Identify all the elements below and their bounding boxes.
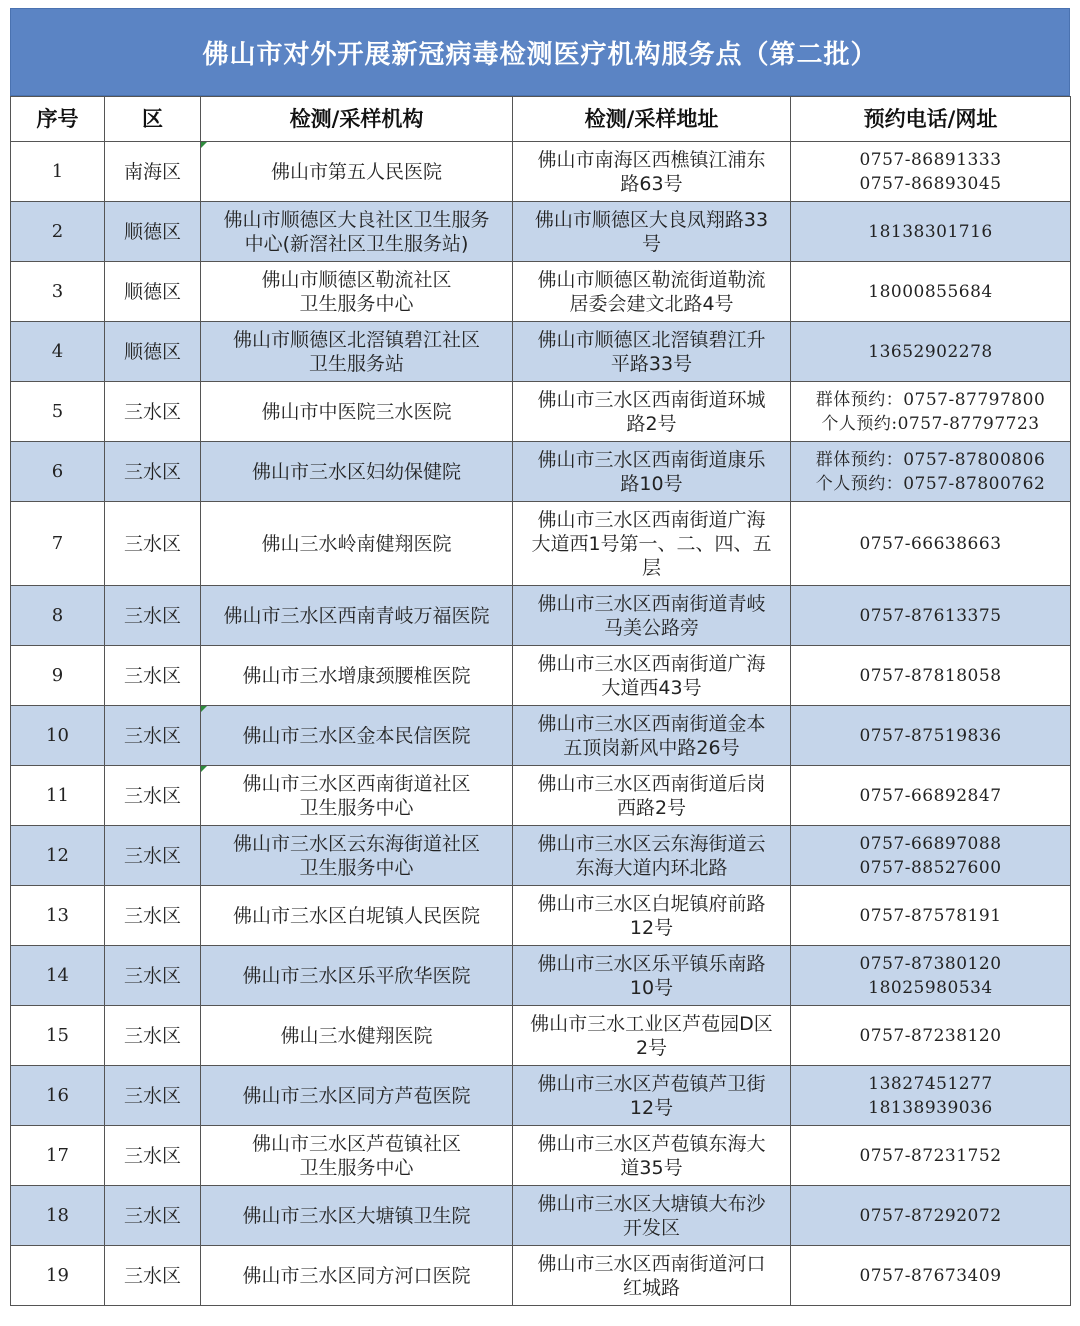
cell-no: 19 [11,1246,105,1306]
cell-address-line: 五顶岗新风中路26号 [563,736,740,759]
cell-org-line: 佛山市顺德区勒流社区 [261,268,452,291]
cell-no: 2 [11,202,105,262]
table-row [11,322,1071,382]
cell-no: 13 [11,886,105,946]
cell-org-line: 佛山市三水区芦苞镇社区 [251,1132,461,1155]
table-row [11,1186,1071,1246]
service-points-table [10,96,1071,1306]
cell-address-line: 红城路 [622,1276,680,1299]
cell-address-line: 佛山市三水区西南街道环城 [537,388,766,411]
cell-org [201,382,513,442]
cell-district: 三水区 [105,1066,201,1126]
cell-org [201,502,513,586]
cell-district: 三水区 [105,1126,201,1186]
table-body [11,142,1071,1306]
cell-org [201,1126,513,1186]
cell-address-line: 佛山市三水区西南街道河口 [537,1252,766,1275]
cell-address-line: 佛山市三水区西南街道后岗 [537,772,766,795]
cell-address-line: 层 [641,556,661,579]
cell-phone-line: 18000855684 [868,281,993,302]
cell-district: 三水区 [105,946,201,1006]
cell-address-line: 佛山市三水区西南街道康乐 [537,448,766,471]
cell-org [201,766,513,826]
cell-district: 三水区 [105,382,201,442]
cell-district: 三水区 [105,826,201,886]
cell-no: 9 [11,646,105,706]
cell-org [201,1246,513,1306]
cell-no: 3 [11,262,105,322]
table-row [11,766,1071,826]
cell-address-line: 佛山市三水工业区芦苞园D区 [530,1012,773,1035]
cell-address-line: 10号 [629,976,674,999]
cell-district: 三水区 [105,766,201,826]
cell-phone-line: 0757-87519836 [859,725,1002,746]
cell-district: 三水区 [105,442,201,502]
cell-address [513,1006,791,1066]
cell-address [513,442,791,502]
cell-address-line: 平路33号 [610,352,693,375]
cell-phone-line: 0757-86893045 [859,173,1002,194]
cell-org-line: 佛山市三水区云东海街道社区 [232,832,480,855]
column-header-no: 序号 [11,97,105,142]
cell-no: 8 [11,586,105,646]
cell-org-line: 卫生服务站 [308,352,404,375]
table-row [11,1246,1071,1306]
cell-org-line: 佛山市顺德区北滘镇碧江社区 [232,328,480,351]
cell-phone [791,886,1071,946]
table-row [11,706,1071,766]
cell-phone [791,1066,1071,1126]
cell-address [513,382,791,442]
cell-district: 顺德区 [105,262,201,322]
cell-org-line: 佛山市三水区大塘镇卫生院 [242,1204,471,1227]
cell-no: 17 [11,1126,105,1186]
cell-phone [791,442,1071,502]
cell-address-line: 2号 [635,1036,668,1059]
cell-address-line: 开发区 [622,1216,680,1239]
cell-phone [791,766,1071,826]
cell-address [513,202,791,262]
cell-address-line: 佛山市南海区西樵镇江浦东 [537,148,766,171]
cell-address-line: 佛山市三水区西南街道广海 [537,508,766,531]
cell-no: 5 [11,382,105,442]
cell-org [201,1186,513,1246]
cell-district: 三水区 [105,1006,201,1066]
cell-org-line: 佛山三水岭南健翔医院 [261,532,452,555]
table-row [11,1066,1071,1126]
cell-phone-line: 13827451277 [868,1073,993,1094]
table-row [11,826,1071,886]
cell-address [513,262,791,322]
cell-address-line: 马美公路旁 [603,616,699,639]
cell-address-line: 号 [641,232,661,255]
cell-address-line: 佛山市三水区白坭镇府前路 [537,892,766,915]
cell-org [201,586,513,646]
cell-address-line: 佛山市三水区西南街道青岐 [537,592,766,615]
cell-district: 三水区 [105,502,201,586]
cell-org [201,1006,513,1066]
table-row [11,262,1071,322]
cell-address-line: 东海大道内环北路 [575,856,728,879]
cell-address-line: 佛山市顺德区勒流街道勒流 [537,268,766,291]
cell-org-line: 佛山市三水增康颈腰椎医院 [242,664,471,687]
cell-org [201,442,513,502]
cell-no: 7 [11,502,105,586]
cell-address [513,766,791,826]
cell-phone [791,706,1071,766]
cell-phone-line: 个人预约:0757-87797723 [821,413,1040,434]
cell-org-line: 佛山市三水区同方芦苞医院 [242,1084,471,1107]
cell-address-line: 佛山市三水区芦苞镇芦卫街 [537,1072,766,1095]
cell-org [201,142,513,202]
cell-address [513,706,791,766]
cell-address [513,1186,791,1246]
cell-address-line: 佛山市三水区西南街道广海 [537,652,766,675]
cell-phone [791,1246,1071,1306]
header-row [11,97,1071,142]
cell-address-line: 佛山市三水区大塘镇大布沙 [537,1192,766,1215]
cell-org-line: 佛山市三水区金本民信医院 [242,724,471,747]
spreadsheet [10,8,1070,1306]
cell-district: 顺德区 [105,322,201,382]
cell-phone-line: 0757-66892847 [859,785,1002,806]
cell-org [201,706,513,766]
cell-phone [791,646,1071,706]
cell-phone [791,1126,1071,1186]
table-row [11,202,1071,262]
cell-address [513,826,791,886]
cell-org [201,322,513,382]
cell-address-line: 西路2号 [616,796,687,819]
table-row [11,442,1071,502]
cell-address [513,142,791,202]
cell-phone-line: 18025980534 [868,977,993,998]
cell-org [201,646,513,706]
cell-org-line: 佛山三水健翔医院 [280,1024,433,1047]
cell-district: 三水区 [105,886,201,946]
cell-no: 14 [11,946,105,1006]
cell-org-line: 佛山市三水区乐平欣华医院 [242,964,471,987]
cell-org-line: 中心(新滘社区卫生服务站) [244,232,469,255]
cell-address [513,502,791,586]
cell-no: 18 [11,1186,105,1246]
cell-org-line: 佛山市三水区西南青岐万福医院 [223,604,490,627]
cell-phone-line: 0757-86891333 [859,149,1002,170]
cell-org-line: 佛山市三水区西南街道社区 [242,772,471,795]
cell-no: 11 [11,766,105,826]
cell-phone [791,826,1071,886]
cell-org [201,262,513,322]
cell-org [201,202,513,262]
cell-phone [791,322,1071,382]
column-header-org: 检测/采样机构 [201,97,513,142]
cell-address [513,586,791,646]
cell-org-line: 佛山市第五人民医院 [270,160,442,183]
table-row [11,886,1071,946]
cell-address [513,1126,791,1186]
cell-phone-line: 群体预约：0757-87800806 [815,449,1046,470]
cell-address-line: 佛山市顺德区大良凤翔路33 [534,208,769,231]
cell-phone-line: 18138301716 [868,221,993,242]
cell-org-line: 佛山市三水区妇幼保健院 [251,460,461,483]
cell-address-line: 道35号 [620,1156,683,1179]
cell-address-line: 12号 [629,1096,674,1119]
cell-phone-line: 0757-88527600 [859,857,1002,878]
cell-no: 16 [11,1066,105,1126]
table-row [11,946,1071,1006]
cell-phone-line: 0757-87578191 [859,905,1002,926]
cell-address [513,646,791,706]
cell-phone-line: 0757-87238120 [859,1025,1002,1046]
cell-phone-line: 0757-87673409 [859,1265,1002,1286]
cell-address-line: 佛山市三水区云东海街道云 [537,832,766,855]
cell-phone-line: 13652902278 [868,341,993,362]
cell-phone-line: 群体预约：0757-87797800 [815,389,1046,410]
cell-district: 三水区 [105,586,201,646]
cell-phone-line: 0757-87231752 [859,1145,1002,1166]
cell-no: 12 [11,826,105,886]
cell-phone-line: 0757-87292072 [859,1205,1002,1226]
cell-phone [791,202,1071,262]
cell-phone-line: 0757-87818058 [859,665,1002,686]
cell-address [513,1246,791,1306]
cell-address-line: 佛山市三水区芦苞镇东海大 [537,1132,766,1155]
cell-no: 6 [11,442,105,502]
cell-district: 三水区 [105,646,201,706]
cell-org-line: 卫生服务中心 [299,796,414,819]
table-row [11,646,1071,706]
cell-org [201,826,513,886]
cell-org-line: 佛山市顺德区大良社区卫生服务 [223,208,490,231]
cell-no: 1 [11,142,105,202]
cell-address-line: 大道西43号 [601,676,702,699]
cell-district: 南海区 [105,142,201,202]
cell-no: 4 [11,322,105,382]
cell-phone [791,1186,1071,1246]
table-row [11,142,1071,202]
cell-phone [791,142,1071,202]
cell-org-line: 卫生服务中心 [299,1156,414,1179]
table-title: 佛山市对外开展新冠病毒检测医疗机构服务点（第二批） [10,8,1070,96]
cell-phone [791,262,1071,322]
cell-address-line: 居委会建文北路4号 [569,292,734,315]
cell-address [513,1066,791,1126]
cell-org-line: 佛山市中医院三水医院 [261,400,452,423]
cell-address-line: 佛山市三水区乐平镇乐南路 [537,952,766,975]
column-header-phone: 预约电话/网址 [791,97,1071,142]
cell-phone-line: 18138939036 [868,1097,993,1118]
cell-district: 三水区 [105,1246,201,1306]
cell-org [201,886,513,946]
column-header-district: 区 [105,97,201,142]
column-header-address: 检测/采样地址 [513,97,791,142]
cell-phone-line: 0757-87613375 [859,605,1002,626]
cell-address [513,946,791,1006]
table-row [11,1006,1071,1066]
cell-org-line: 佛山市三水区白坭镇人民医院 [232,904,480,927]
cell-org [201,946,513,1006]
cell-district: 三水区 [105,1186,201,1246]
cell-phone-line: 0757-66897088 [859,833,1002,854]
cell-phone-line: 0757-66638663 [859,533,1002,554]
cell-phone [791,1006,1071,1066]
cell-address-line: 路63号 [620,172,683,195]
cell-address-line: 12号 [629,916,674,939]
cell-address-line: 大道西1号第一、二、四、五 [531,532,772,555]
cell-org-line: 卫生服务中心 [299,856,414,879]
cell-address-line: 路10号 [620,472,683,495]
cell-district: 三水区 [105,706,201,766]
cell-org-line: 佛山市三水区同方河口医院 [242,1264,471,1287]
cell-no: 15 [11,1006,105,1066]
cell-phone [791,946,1071,1006]
table-row [11,382,1071,442]
cell-address [513,886,791,946]
cell-address-line: 佛山市顺德区北滘镇碧江升 [537,328,766,351]
cell-no: 10 [11,706,105,766]
cell-address-line: 佛山市三水区西南街道金本 [537,712,766,735]
cell-phone [791,382,1071,442]
cell-address [513,322,791,382]
cell-district: 顺德区 [105,202,201,262]
table-row [11,502,1071,586]
cell-phone [791,502,1071,586]
table-row [11,1126,1071,1186]
table-row [11,586,1071,646]
cell-address-line: 路2号 [626,412,677,435]
cell-phone [791,586,1071,646]
cell-org-line: 卫生服务中心 [299,292,414,315]
cell-org [201,1066,513,1126]
cell-phone-line: 个人预约：0757-87800762 [815,473,1046,494]
cell-phone-line: 0757-87380120 [859,953,1002,974]
